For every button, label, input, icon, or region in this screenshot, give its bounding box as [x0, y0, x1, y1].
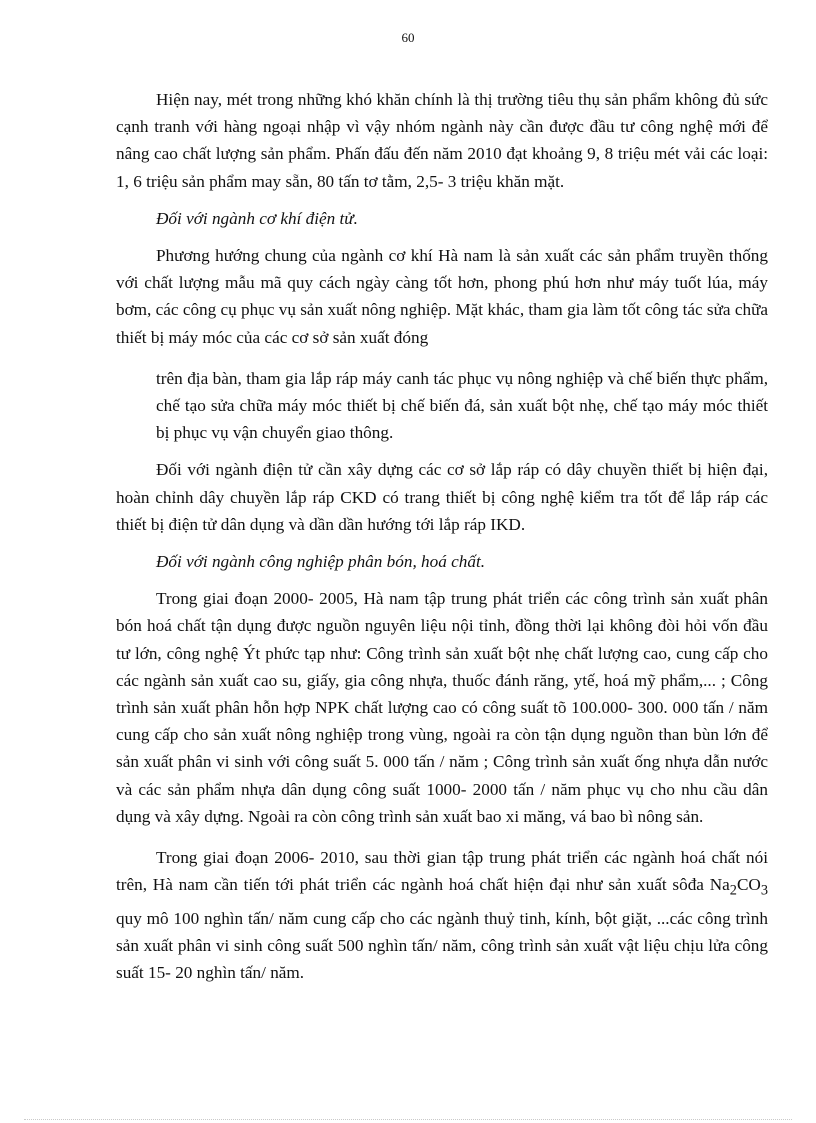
paragraph-chemicals-2000-2005: Trong giai đoạn 2000- 2005, Hà nam tập trung phát triển các công trình sản xuất phân bón hoá chất tận dụng được nguồn nguyên liệu nội tỉnh, đồng thời lại không đòi hỏi vốn đầu tư lớn, công nghệ Ýt phức tạp như: Công trình sản xuất bột nhẹ chất lượng cao, cung cấp cho các ngành sản xuất cao su, giấy, gia công nhựa, thuốc đánh răng, ytế, hoá mỹ phẩm,... ; Công trình sản xuất phân hỗn hợp NPK chất lượng cao có công suất tõ 100.000- 300. 000 tấn / năm cung cấp cho sản xuất nông nghiệp trong vùng, ngoài ra còn tận dụng nguồn than bùn lớn để sản xuất phân vi sinh với công suất 5. 000 tấn / năm ; Công trình sản xuất ống nhựa dẫn nước và các sản phẩm nhựa dân dụng công suất 1000- 2000 tấn / năm phục vụ cho nhu cầu dân dụng và xây dựng. Ngoài ra còn công trình sản xuất bao xi măng, vá bao bì nông sản. — [116, 589, 768, 826]
footer-divider — [24, 1119, 792, 1120]
heading-fertilizer-chemicals: Đối với ngành công nghiệp phân bón, hoá chất. — [156, 552, 486, 572]
document-body — [116, 86, 768, 997]
paragraph-text: Trong giai đoạn 2006- 2010, sau thời gian tập trung phát triển các ngành hoá chất nói trên, Hà nam cần tiến tới phát triển các ngành hoá chất hiện đại như sản xuất sôđa Na — [116, 848, 768, 895]
page-number: 60 — [401, 30, 415, 45]
paragraph-mechanical-direction-continued: trên địa bàn, tham gia lắp ráp máy canh tác phục vụ nông nghiệp và chế biến thực phẩm, chế tạo sửa chữa máy móc thiết bị chế biến đá, sản xuất bột nhẹ, chế tạo máy móc thiết bị phục vụ vận chuyển giao thông. — [156, 368, 768, 443]
paragraph-electronics: Đối với ngành điện tử cần xây dựng các cơ sở lắp ráp có dây chuyền thiết bị hiện đại, hoàn chỉnh dây chuyền lắp ráp CKD có trang thiết bị công nghệ kiểm tra tốt để lắp ráp các thiết bị điện tử dân dụng và dần dần hướng tới lắp ráp IKD. — [116, 460, 768, 534]
paragraph-text: quy mô 100 nghìn tấn/ năm cung cấp cho các ngành thuỷ tinh, kính, bột giặt, ...các công trình sản xuất phân vi sinh công suất 500 nghìn tấn/ năm, công trình sản xuất vật liệu chịu lửa công suất 15- 20 nghìn tấn/ năm. — [116, 908, 768, 983]
paragraph-textile-outlook: Hiện nay, mét trong những khó khăn chính là thị trường tiêu thụ sản phẩm không đủ sức cạnh tranh với hàng ngoại nhập vì vậy nhóm ngành này cần được đầu tư công nghệ mới để nâng cao chất lượng sản phẩm. Phấn đấu đến năm 2010 đạt khoảng 9, 8 triệu mét vải các loại: 1, 6 triệu sản phẩm may sẵn, 80 tấn tơ tằm, 2,5- 3 triệu khăn mặt. — [116, 90, 768, 191]
paragraph-mechanical-direction: Phương hướng chung của ngành cơ khí Hà nam là sản xuất các sản phẩm truyền thống với chất lượng mẫu mã quy cách ngày càng tốt hơn, phong phú hơn như máy tuốt lúa, máy bơm, các công cụ phục vụ sản xuất nông nghiệp. Mặt khác, tham gia làm tốt công tác sửa chữa thiết bị máy móc của các cơ sở sản xuất đóng — [116, 246, 769, 347]
heading-mechanical-electronics: Đối với ngành cơ khí điện tử. — [156, 208, 358, 228]
subscript: 2 — [729, 882, 737, 899]
paragraph-text: CO — [736, 875, 761, 895]
paragraph-chemicals-2006-2010 — [116, 844, 768, 986]
subscript: 3 — [760, 882, 768, 899]
